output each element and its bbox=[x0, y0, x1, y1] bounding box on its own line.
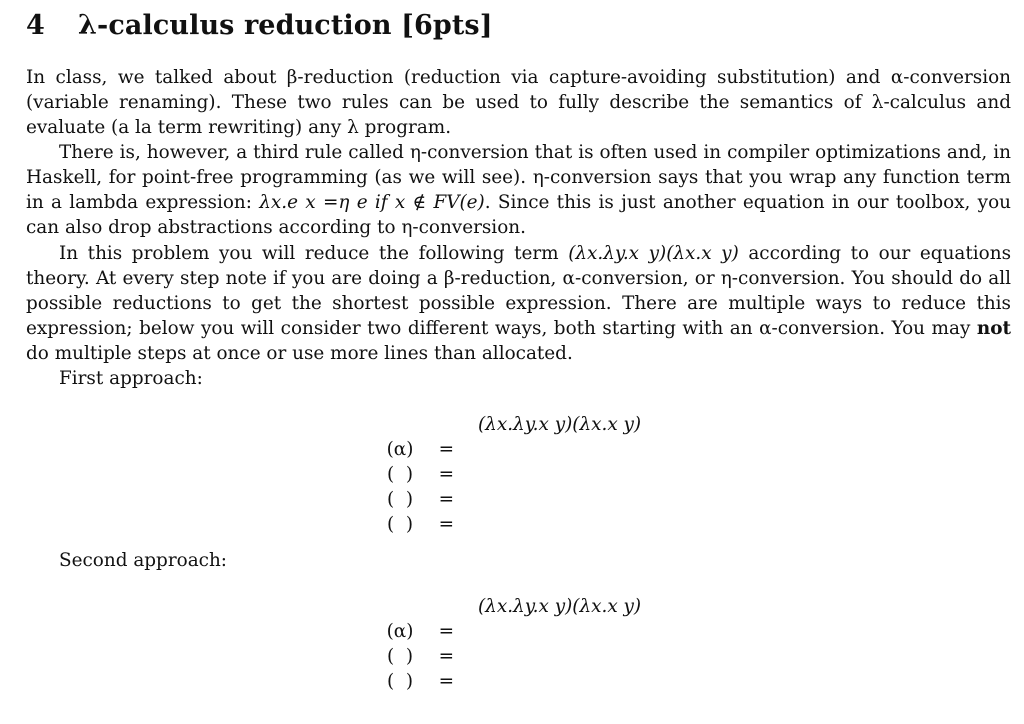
step-equals: = bbox=[438, 671, 454, 692]
step-rule: (α) bbox=[386, 439, 414, 460]
second-approach-start-term: (λx.λy.x y)(λx.x y) bbox=[478, 596, 642, 617]
first-approach-step-2 bbox=[378, 462, 454, 487]
first-approach-step-4 bbox=[378, 512, 454, 537]
second-approach-step-1 bbox=[378, 619, 454, 644]
section-title: λ-calculus reduction [6pts] bbox=[78, 10, 493, 41]
paragraph-eta bbox=[26, 140, 1011, 240]
step-rule: ( ) bbox=[386, 489, 414, 510]
first-approach-label: First approach: bbox=[59, 368, 203, 389]
first-approach-step-1 bbox=[378, 437, 454, 462]
second-approach-step-2 bbox=[378, 644, 454, 669]
step-rule: ( ) bbox=[386, 464, 414, 485]
eta-formula: λx.e x =η e if x ∉ FV(e) bbox=[259, 192, 485, 213]
paragraph-eta-text-2: . Since this is just another equation in our toolbox, you can also drop abstractions according to η-conversion. bbox=[26, 192, 1011, 238]
paragraph-problem-text-1: In this problem you will reduce the following term bbox=[59, 243, 569, 264]
first-approach-step-3 bbox=[378, 487, 454, 512]
step-rule: ( ) bbox=[386, 514, 414, 535]
step-rule: ( ) bbox=[386, 671, 414, 692]
first-approach-start-term: (λx.λy.x y)(λx.x y) bbox=[478, 414, 642, 435]
section-number: 4 bbox=[26, 10, 45, 41]
problem-term: (λx.λy.x y)(λx.x y) bbox=[568, 243, 739, 264]
paragraph-problem bbox=[26, 241, 1011, 366]
step-equals: = bbox=[438, 489, 454, 510]
paragraph-problem-text-3: do multiple steps at once or use more lines than allocated. bbox=[26, 343, 573, 364]
step-equals: = bbox=[438, 646, 454, 667]
paragraph-problem-text-2: according to our equations theory. At every step note if you are doing a β-reduction, α-conversion, or η-conversion. You should do all possible reductions to get the shortest possible expression. There are multiple ways to reduce this expression; below you will consider two different ways, both starting with an α-conversion. You may bbox=[26, 243, 1012, 339]
step-rule: (α) bbox=[386, 621, 414, 642]
second-approach-step-3 bbox=[378, 669, 454, 694]
step-equals: = bbox=[438, 621, 454, 642]
second-approach-label: Second approach: bbox=[59, 550, 227, 571]
step-rule: ( ) bbox=[386, 646, 414, 667]
step-equals: = bbox=[438, 439, 454, 460]
step-equals: = bbox=[438, 514, 454, 535]
emphasis-not: not bbox=[976, 318, 1011, 339]
paragraph-eta-text-1: There is, however, a third rule called η-conversion that is often used in compiler optimizations and, in Haskell, for point-free programming (as we will see). η-conversion says that you wrap any function term in a lambda expression: bbox=[26, 142, 1011, 213]
step-equals: = bbox=[438, 464, 454, 485]
section-heading bbox=[26, 10, 493, 41]
paragraph-intro: In class, we talked about β-reduction (reduction via capture-avoiding substitution) and α-conversion (variable renaming). These two rules can be used to fully describe the semantics of λ-calculus and evaluate (a la term rewriting) any λ program. bbox=[26, 67, 1011, 138]
